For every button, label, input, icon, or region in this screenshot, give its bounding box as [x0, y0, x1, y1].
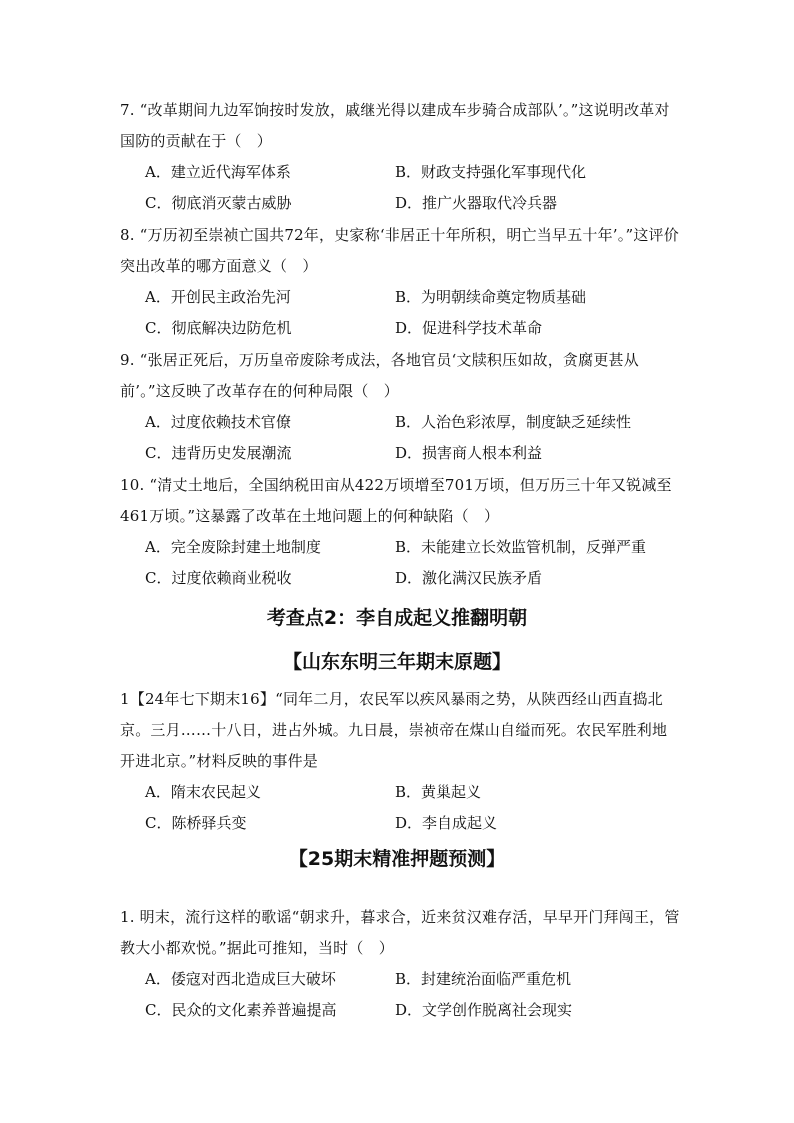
option-list — [145, 964, 680, 1026]
option-list — [145, 282, 680, 344]
option-c: C．彻底消灭蒙古威胁 — [145, 194, 292, 212]
option-a: A．开创民主政治先河 — [145, 288, 291, 306]
option-b: B．黄巢起义 — [395, 783, 482, 801]
option-c: C．过度依赖商业税收 — [145, 569, 292, 587]
question-prediction-1 — [120, 902, 680, 1026]
option-d: D．损害商人根本利益 — [395, 444, 543, 462]
option-list — [145, 777, 680, 839]
section-title: 考查点2：李自成起义推翻明朝 — [266, 607, 528, 629]
option-c: C．违背历史发展潮流 — [145, 444, 292, 462]
option-d: D．推广火器取代冷兵器 — [395, 194, 558, 212]
question-stem: 7. “改革期间九边军饷按时发放，戚继光得以建成车步骑合成部队’。”这说明改革对国防的贡献在于（ ） — [120, 101, 670, 150]
option-d: D．促进科学技术革命 — [395, 319, 543, 337]
option-a: A．建立近代海军体系 — [145, 163, 291, 181]
option-list — [145, 157, 680, 219]
option-a: A．完全废除封建土地制度 — [145, 538, 321, 556]
question-10 — [120, 470, 680, 594]
question-9 — [120, 345, 680, 469]
option-b: B．未能建立长效监管机制，反弹严重 — [395, 538, 647, 556]
question-stem: 1【24年七下期末16】“同年二月，农民军以疾风暴雨之势，从陕西经山西直捣北京。三月……十八日，进占外城。九日晨，崇祯帝在煤山自缢而死。农民军胜利地开进北京。”材料反映的事件是 — [120, 690, 668, 770]
option-b: B．为明朝续命奠定物质基础 — [395, 288, 587, 306]
option-d: D．激化满汉民族矛盾 — [395, 569, 543, 587]
option-a: A．过度依赖技术官僚 — [145, 413, 291, 431]
option-c: C．陈桥驿兵变 — [145, 814, 247, 832]
option-c: C．民众的文化素养普遍提高 — [145, 1001, 337, 1019]
option-b: B．财政支持强化军事现代化 — [395, 163, 587, 181]
original-question-title: 【山东东明三年期末原题】 — [282, 651, 511, 673]
option-list — [145, 532, 680, 594]
option-b: B．封建统治面临严重危机 — [395, 970, 572, 988]
question-stem: 10. “清丈土地后，全国纳税田亩从422万顷增至701万顷，但万历三十年又锐减至461万顷。”这暴露了改革在土地问题上的何种缺陷（ ） — [120, 476, 672, 525]
option-d: D．文学创作脱离社会现实 — [395, 1001, 573, 1019]
option-list — [145, 407, 680, 469]
option-c: C．彻底解决边防危机 — [145, 319, 292, 337]
option-d: D．李自成起义 — [395, 814, 498, 832]
question-stem: 1. 明末，流行这样的歌谣“朝求升，暮求合，近来贫汉难存活，早早开门拜闯王，管教大小都欢悦。”据此可推知，当时（ ） — [120, 908, 680, 957]
question-7 — [120, 95, 680, 219]
question-8 — [120, 220, 680, 344]
option-a: A．倭寇对西北造成巨大破坏 — [145, 970, 336, 988]
option-a: A．隋末农民起义 — [145, 783, 261, 801]
question-stem: 9. “张居正死后，万历皇帝废除考成法，各地官员‘文牍积压如故，贪腐更甚从前’。”这反映了改革存在的何种局限（ ） — [120, 351, 639, 400]
option-b: B．人治色彩浓厚，制度缺乏延续性 — [395, 413, 632, 431]
question-original-1 — [120, 684, 680, 839]
prediction-title: 【25期末精准押题预测】 — [288, 848, 506, 870]
question-stem: 8. “万历初至崇祯亡国共72年，史家称‘非居正十年所积，明亡当早五十年’。”这评价突出改革的哪方面意义（ ） — [120, 226, 679, 275]
